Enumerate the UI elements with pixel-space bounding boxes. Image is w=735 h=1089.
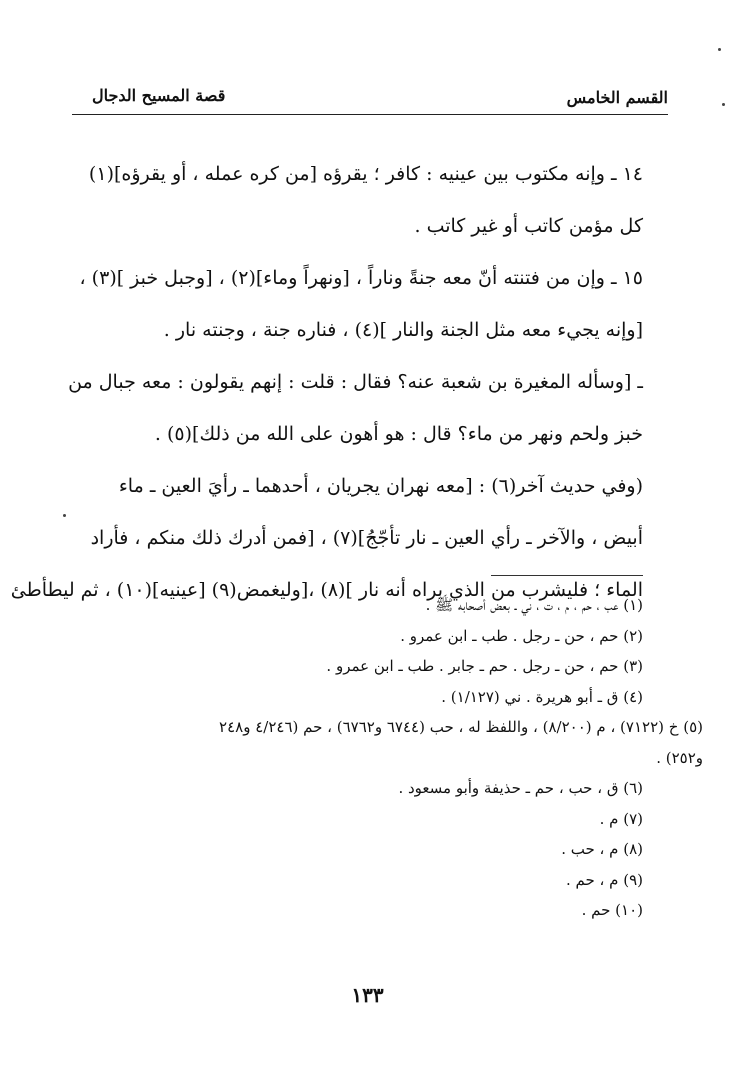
text-line: ـ [وسأله المغيرة بن شعبة عنه؟ فقال : قلت : إنهم يقولون : معه جبال من [68, 371, 643, 393]
page-number: ١٣٣ [351, 983, 384, 1007]
footnote: (١) عب ، حم ، م ، ت ، ني ـ بعض أصحابه ﷺ . [425, 596, 643, 614]
text-line: خبز ولحم ونهر من ماء؟ قال : هو أهون على الله من ذلك](٥) . [154, 423, 643, 445]
paragraph-mughira [68, 356, 643, 460]
footnote: (٨) م ، حب . [561, 840, 643, 858]
chapter-title: قصة المسيح الدجال [92, 86, 226, 105]
text-line: الماء ؛ فليشرب من الذي يراه أنه نار ](٨) ،[وليغمض(٩) [عينيه](١٠) ، ثم ليطأطئ [10, 579, 643, 601]
paragraph-15 [75, 252, 643, 356]
footnote: (٣) حم ، حن ـ رجل . حم ـ جابر . طب ـ ابن عمرو . [326, 657, 643, 675]
main-text [10, 148, 643, 616]
paragraph-14 [75, 148, 643, 252]
footnote: (٥) خ (٧١٢٢) ، م (٨/٢٠٠) ، واللفظ له ، حب (٦٧٤٤ و٦٧٦٢) ، حم (٤/٢٤٦ و٢٤٨ [219, 718, 703, 736]
section-title: القسم الخامس [566, 88, 668, 107]
text-line: كل مؤمن كاتب أو غير كاتب . [414, 215, 643, 237]
footnote: (٩) م ، حم . [566, 870, 643, 889]
text-line: ١٤ ـ وإنه مكتوب بين عينيه : كافر ؛ يقرؤه [من كره عمله ، أو يقرؤه](١) [88, 163, 643, 185]
footnotes [75, 590, 703, 926]
text-line: أبيض ، والآخر ـ رأي العين ـ نار تأجّجُ](٧) ، [فمن أدرك ذلك منكم ، فأراد [90, 527, 643, 549]
footnote: (٢) حم ، حن ـ رجل . طب ـ ابن عمرو . [400, 626, 643, 645]
text-line: ١٥ ـ وإن من فتنته أنّ معه جنةً وناراً ، [ونهراً وماء](٢) ، [وجبل خبز ](٣) ، [79, 267, 643, 289]
footnote: (٦) ق ، حب ، حم ـ حذيفة وأبو مسعود . [398, 779, 643, 797]
running-header [72, 80, 668, 115]
footnote: (١٠) حم . [581, 901, 643, 919]
footnote: (٧) م . [599, 809, 643, 828]
scan-speck [718, 48, 721, 51]
footnote: (٤) ق ـ أبو هريرة . ني (١/١٢٧) . [441, 687, 643, 706]
footnote-separator [491, 575, 643, 576]
footnote: و٢٥٢) . [656, 748, 703, 767]
scan-speck [63, 514, 66, 517]
text-line: [وإنه يجيء معه مثل الجنة والنار ](٤) ، فناره جنة ، وجنته نار . [163, 319, 643, 341]
text-line: (وفي حديث آخر(٦) : [معه نهران يجريان ، أحدهما ـ رأيَ العين ـ ماء [118, 475, 643, 497]
scan-speck [722, 103, 725, 106]
